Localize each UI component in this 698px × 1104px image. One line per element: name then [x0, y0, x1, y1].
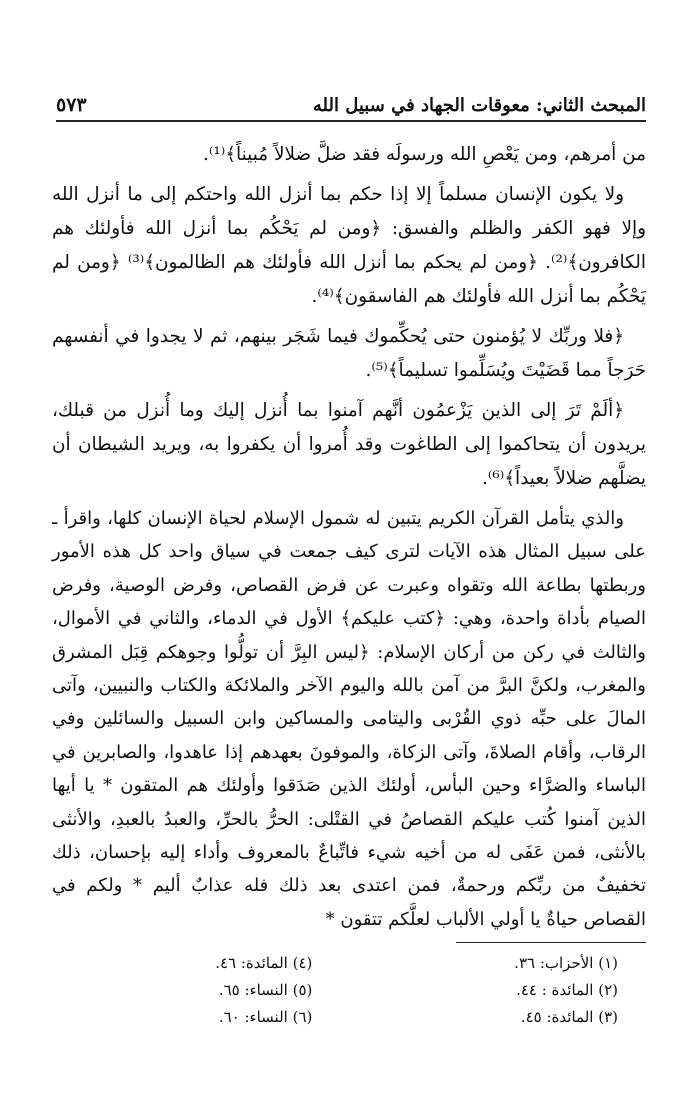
page-number: ٥٧٣ [56, 94, 87, 116]
footnote-2: (٢) المائدة : ٤٤. [516, 981, 618, 999]
paragraph-judgement: ولا يكون الإنسان مسلماً إلا إذا حكم بما أنزل الله واحتكم إلى ما أنزل الله وإلا فهو الكفر والظلم والفسق: ﴿ومن لم يَحْكُم بما أنزل الله فأولئك هم الكافرون﴾⁽²⁾. ﴿ومن لم يحكم بما أنزل الله فأولئك هم الظالمون﴾⁽³⁾ ﴿ومن لم يَحْكُم بما أنزل الله فأولئك هم الفاسقون﴾⁽⁴⁾. [52, 184, 647, 307]
footnotes-left-column [52, 950, 312, 1031]
footnote-1: (١) الأحزاب: ٣٦. [514, 954, 618, 972]
paragraph-quran-comprehensiveness: والذي يتأمل القرآن الكريم يتبين له شمول الإسلام لحياة الإنسان كلها، واقرأ ـ على سبيل المثال هذه الآيات لترى كيف جمعت في سياق واحد كل هذه الأمور وربطتها بطاعة الله وتقواه وعبرت عن فرض القصاص، وفرض الوصية، وفرض الصيام بأداة واحدة، وهي: ﴿كتب عليكم﴾ الأول في الدماء، والثاني في الأموال، والثالث في ركن من أركان الإسلام: ﴿ليس البِرَّ أن تولُّوا وجوهكم قِبَل المشرق والمغرب، ولكنَّ البرَّ من آمن بالله واليوم الآخر والملائكة والكتاب والنبيين، وآتى المالَ على حبِّه ذوي القُرْبى واليتامى والمساكين وابن السبيل والسائلين وفي الرقاب، وأقام الصلاةَ، وآتى الزكاة، والموفونَ بعهدهم إذا عاهدوا، والصابرين في الباساء والضرَّاء وحين البأس، أولئك الذين صَدَقوا وأولئك هم المتقون * يا أيها الذين آمنوا كُتب عليكم القصاصُ في القتْلى: الحرُّ بالحرِّ، والعبدُ بالعبدِ، والأنثى بالأنثى، فمن عَفَى له من أخيه شيء فاتِّباعٌ بالمعروف وأداء إليه بإحسان، ذلك تخفيفٌ من ربِّكم ورحمةٌ، فمن اعتدى بعد ذلك فله عذابٌ أليم * ولكم في القصاص حياةٌ يا أولي الألباب لعلَّكم تتقون * [52, 508, 646, 930]
footnote-separator [456, 942, 646, 943]
footnotes-right-column [358, 950, 618, 1031]
footnotes [52, 950, 618, 1031]
paragraph-verse-nisa-60: ﴿ألَمْ تَرَ إلى الذين يَزْعمُون أنَّهم آمنوا بما أُنزل إليك وما أُنزل من قبلك، يريدون أن يتحاكموا إلى الطاغوت وقد أُمروا أن يكفروا به، ويريد الشيطان أن يضلَّهم ضلالاً بعيداً﴾⁽⁶⁾. [52, 400, 646, 489]
footnote-6: (٦) النساء: ٦٠. [218, 1008, 313, 1026]
paragraph-verse-nisa-65: ﴿فلا وربِّك لا يُؤمنون حتى يُحكِّموك فيما شَجَر بينهم، ثم لا يجدوا في أنفسهم حَرَجاً مما قَضَيْتَ ويُسَلِّموا تسليماً﴾⁽⁵⁾. [52, 326, 646, 381]
running-header-title: المبحث الثاني: معوقات الجهاد في سبيل الله [312, 95, 646, 116]
footnote-4: (٤) المائدة: ٤٦. [215, 954, 313, 972]
page-header [56, 86, 646, 122]
page-body [52, 138, 646, 942]
paragraph-continuation: من أمرهم، ومن يَعْصِ الله ورسولَه فقد ضلَّ ضلالاً مُبيناً﴾⁽¹⁾. [202, 144, 646, 165]
footnote-3: (٣) المائدة: ٤٥. [520, 1008, 618, 1026]
footnote-5: (٥) النساء: ٦٥. [218, 981, 313, 999]
